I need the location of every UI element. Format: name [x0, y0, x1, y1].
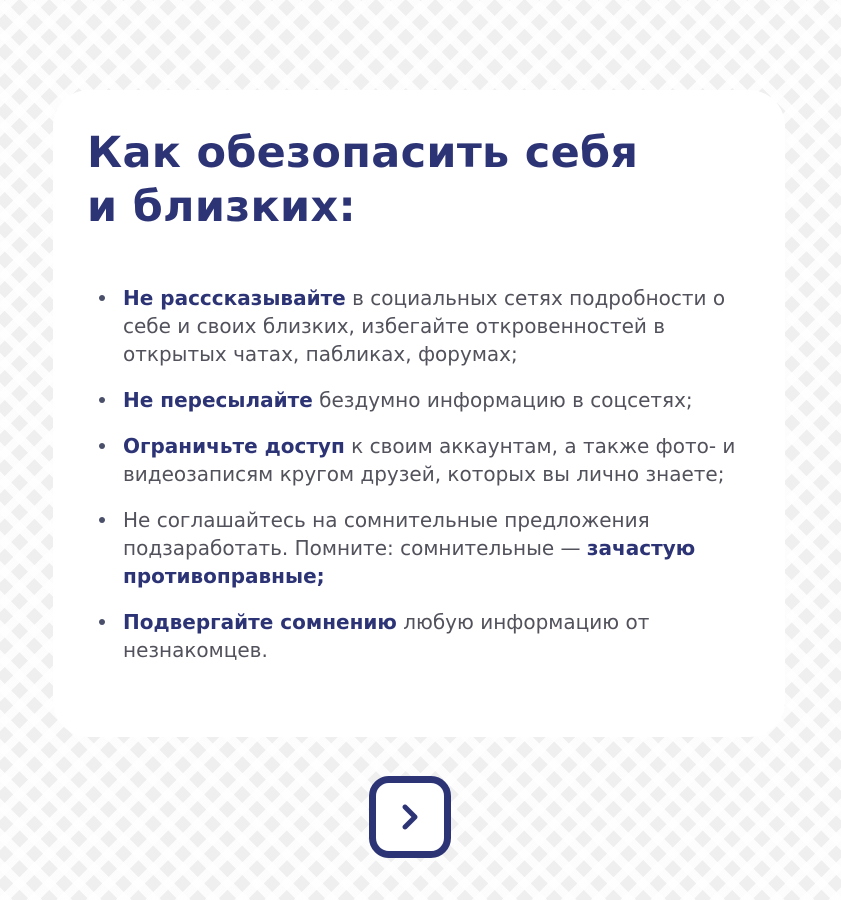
tip-text: к своим аккаунтам, а также фото- и видеозаписям кругом друзей, которых вы лично знаете; — [123, 434, 736, 486]
bullet-dot — [99, 443, 105, 449]
bullet-dot — [99, 397, 105, 403]
tip-emphasis: Подвергайте сомнению — [123, 610, 397, 634]
bullet-dot — [99, 517, 105, 523]
next-button[interactable] — [369, 776, 451, 858]
list-item — [87, 284, 743, 368]
tip-text: в социальных сетях подробности о себе и своих близких, избегайте откровенностей в открытых чатах, пабликах, форумах; — [123, 286, 726, 366]
tip-emphasis: Не расссказывайте — [123, 286, 346, 310]
list-item — [87, 506, 743, 590]
list-item — [87, 432, 743, 488]
tip-emphasis: зачастую противоправные; — [123, 536, 696, 588]
title-line-2: и близких: — [87, 182, 356, 232]
tip-emphasis: Ограничьте доступ — [123, 434, 345, 458]
bullet-dot — [99, 619, 105, 625]
bullet-dot — [99, 295, 105, 301]
tip-text: Не соглашайтесь на сомнительные предложения подзаработать. Помните: сомнительные — — [123, 508, 650, 560]
page-title — [87, 126, 745, 234]
tip-text: бездумно информацию в соцсетях; — [312, 388, 693, 412]
info-card — [53, 90, 785, 737]
title-line-1: Как обезопасить себя — [87, 128, 639, 178]
chevron-right-icon — [395, 802, 425, 832]
tip-text: любую информацию от незнакомцев. — [123, 610, 650, 662]
tips-list — [87, 284, 745, 664]
tip-emphasis: Не пересылайте — [123, 388, 313, 412]
list-item — [87, 386, 743, 414]
list-item — [87, 608, 743, 664]
